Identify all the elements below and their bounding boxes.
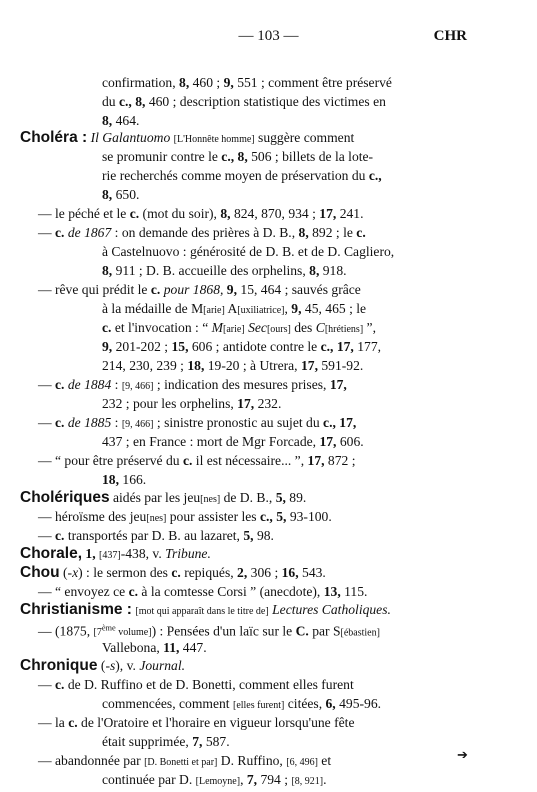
index-line: 437 ; en France : mort de Mgr Forcade, 17, 606. <box>102 434 364 449</box>
index-line: 232 ; pour les orphelins, 17, 232. <box>102 396 282 411</box>
index-line: 214, 230, 239 ; 18, 19-20 ; à Utrera, 17, 591-92. <box>102 358 364 373</box>
index-line: continuée par D. [Lemoyne], 7, 794 ; [8, 921]. <box>102 772 327 787</box>
index-line: rie recherchés comme moyen de préservation du c., <box>102 168 382 183</box>
index-line: Choléra : Il Galantuomo [L'Honnête homme] suggère comment <box>20 129 355 146</box>
index-line: 18, 166. <box>102 472 147 487</box>
index-line: Vallebona, 11, 447. <box>102 640 207 655</box>
index-line: Chorale, 1, [437]-438, v. Tribune. <box>20 545 211 562</box>
index-line: — c. de 1867 : on demande des prières à D. B., 8, 892 ; le c. <box>38 225 366 240</box>
section-label: CHR <box>433 28 467 44</box>
index-line: — la c. de l'Oratoire et l'horaire en vigueur lorsqu'une fête <box>38 715 355 730</box>
index-line: était supprimée, 7, 587. <box>102 734 230 749</box>
index-line: Cholériques aidés par les jeu[nes] de D. B., 5, 89. <box>20 489 307 506</box>
index-line: 8, 464. <box>102 113 140 128</box>
index-line: — “ pour être préservé du c. il est nécessaire... ”, 17, 872 ; <box>38 453 356 468</box>
index-line: — le péché et le c. (mot du soir), 8, 824, 870, 934 ; 17, 241. <box>38 206 364 221</box>
index-line: à Castelnuovo : générosité de D. B. et de D. Cagliero, <box>102 244 395 259</box>
index-line: — abandonnée par [D. Bonetti et par] D. Ruffino, [6, 496] et <box>38 753 332 768</box>
index-line: — héroïsme des jeu[nes] pour assister les c., 5, 93-100. <box>38 509 332 524</box>
page-number: — 103 — <box>238 28 299 44</box>
index-line: — c. de 1884 : [9, 466] ; indication des mesures prises, 17, <box>38 377 347 392</box>
index-line: Chronique (-s), v. Journal. <box>20 657 185 674</box>
index-line: du c., 8, 460 ; description statistique des victimes en <box>102 94 386 109</box>
index-line: 9, 201-202 ; 15, 606 ; antidote contre le c., 17, 177, <box>102 339 382 354</box>
index-line: — c. transportés par D. B. au lazaret, 5, 98. <box>38 528 274 543</box>
index-line: — c. de 1885 : [9, 466] ; sinistre pronostic au sujet du c., 17, <box>38 415 357 430</box>
index-line: à la médaille de M[arie] A[uxiliatrice], 9, 45, 465 ; le <box>102 301 367 316</box>
page-header <box>0 28 537 48</box>
index-line: se promunir contre le c., 8, 506 ; billets de la lote- <box>102 149 374 164</box>
index-line: — c. de D. Ruffino et de D. Bonetti, comment elles furent <box>38 677 354 692</box>
index-line: — “ envoyez ce c. à la comtesse Corsi ” (anecdote), 13, 115. <box>38 584 368 599</box>
index-line: 8, 911 ; D. B. accueille des orphelins, 8, 918. <box>102 263 347 278</box>
index-line: c. et l'invocation : “ M[arie] Sec[ours] des C[hrétiens] ”, <box>102 320 376 335</box>
continue-arrow-icon: ➔ <box>457 747 468 762</box>
index-line: confirmation, 8, 460 ; 9, 551 ; comment être préservé <box>102 75 392 90</box>
index-line: commencées, comment [elles furent] citées, 6, 495-96. <box>102 696 382 711</box>
index-line: Christianisme : [mot qui apparaît dans le titre de] Lectures Catholiques. <box>20 601 391 618</box>
index-line: 8, 650. <box>102 187 140 202</box>
index-line: — (1875, [7ème volume]) : Pensées d'un laïc sur le C. par S[ébastien] <box>38 623 380 639</box>
index-line: — rêve qui prédit le c. pour 1868, 9, 15, 464 ; sauvés grâce <box>38 282 361 297</box>
index-line: Chou (-x) : le sermon des c. repiqués, 2, 306 ; 16, 543. <box>20 564 326 581</box>
